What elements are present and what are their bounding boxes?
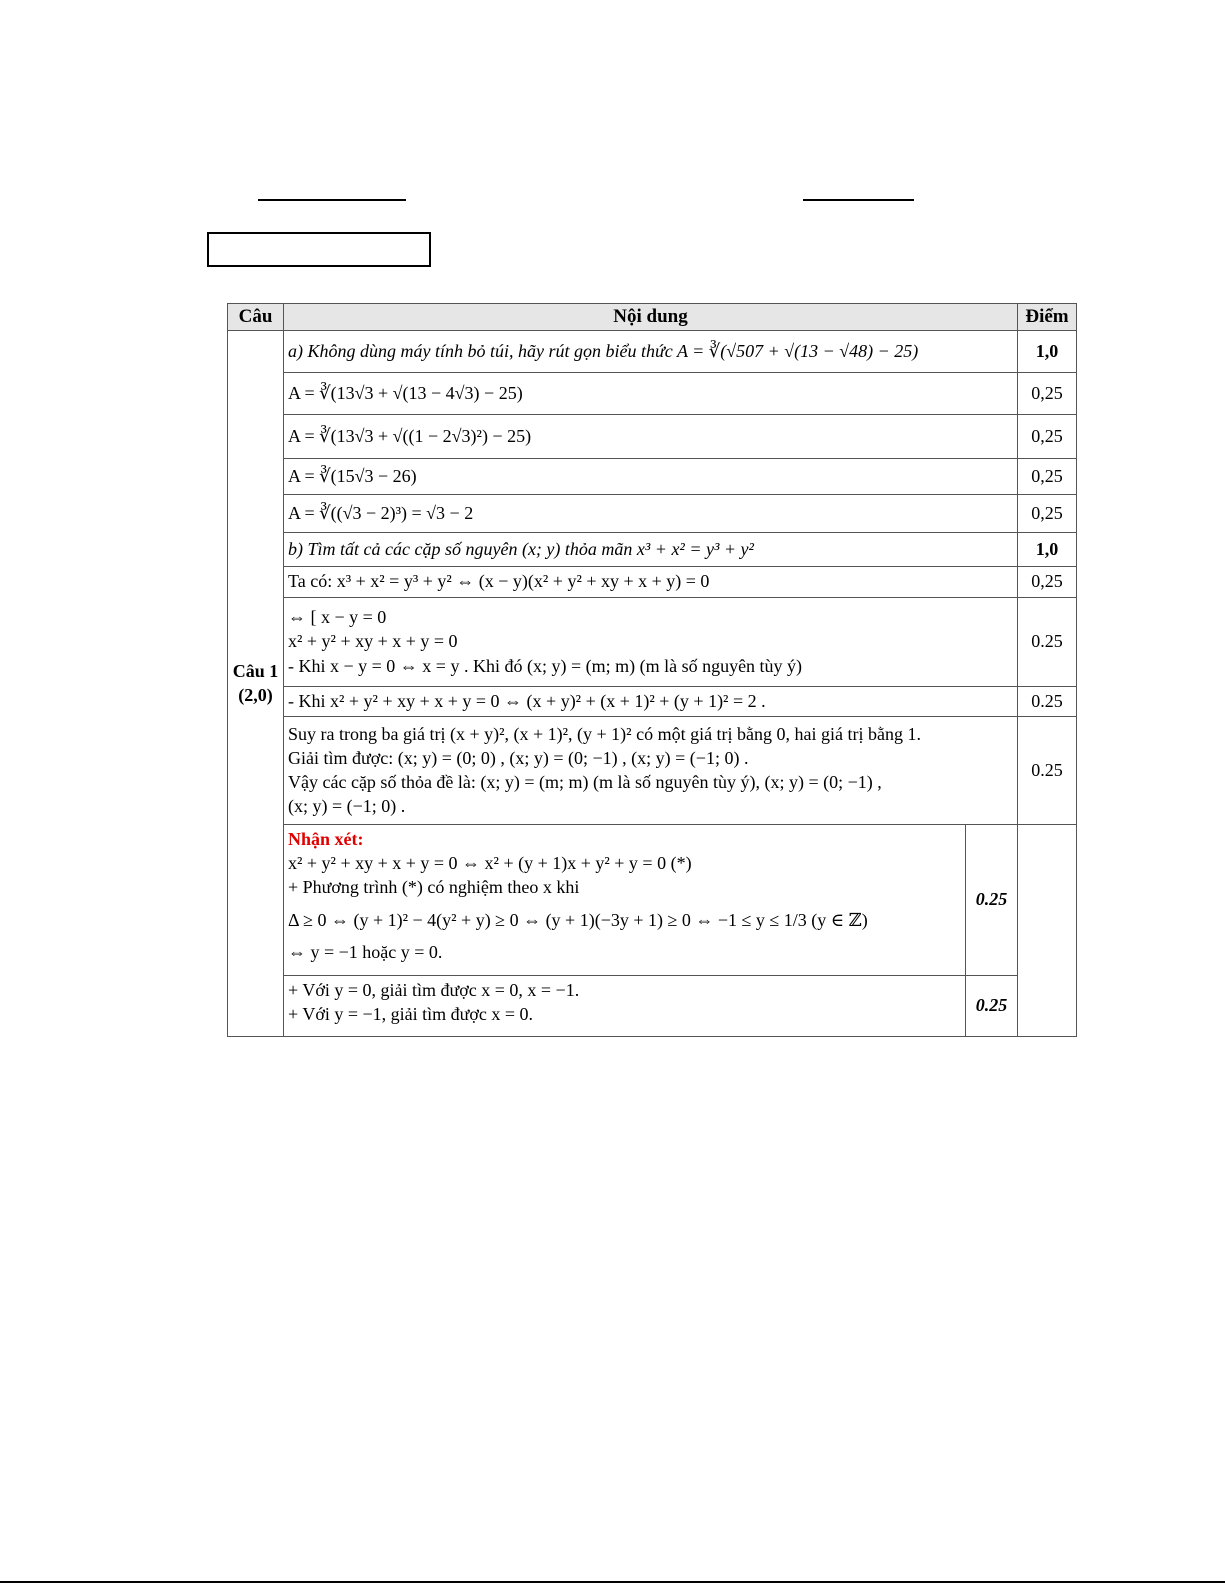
- row-content: A = ∛(13√3 + √(13 − 4√3) − 25): [284, 372, 1018, 414]
- content-line: Giải tìm được: (x; y) = (0; 0) , (x; y) = (0; −1) , (x; y) = (−1; 0) .: [288, 747, 749, 768]
- row-points: 0,25: [1018, 372, 1077, 414]
- content-line: Suy ra trong ba giá trị (x + y)², (x + 1)², (y + 1)² có một giá trị bằng 0, hai giá trị bằng 1.: [288, 723, 922, 744]
- table-row: [228, 566, 1077, 597]
- content-line: - Khi x − y = 0 ⇔ x = y . Khi đó (x; y) = (m; m) (m là số nguyên tùy ý): [288, 655, 803, 676]
- table-row: [228, 330, 1077, 372]
- table-row: [228, 716, 1077, 824]
- row-points: 1,0: [1018, 532, 1077, 566]
- row-content: A = ∛(15√3 − 26): [284, 458, 1018, 494]
- content-line: Vậy các cặp số thỏa đề là: (x; y) = (m; m) (m là số nguyên tùy ý), (x; y) = (0; −1) ,: [288, 772, 882, 793]
- remark-points-empty: [1018, 824, 1077, 1036]
- remark-part1-points: 0.25: [965, 825, 1017, 975]
- content-line: x² + y² + xy + x + y = 0 ⇔ x² + (y + 1)x + y² + y = 0 (*): [288, 852, 692, 873]
- table-row: [228, 458, 1077, 494]
- question-label: Câu 1: [232, 660, 279, 681]
- content-line: x² + y² + xy + x + y = 0: [288, 631, 458, 652]
- remark-row: [228, 975, 1077, 1036]
- remark-part2: [284, 976, 1017, 1036]
- remark-row: [228, 824, 1077, 975]
- row-content: [284, 716, 1018, 824]
- row-content: - Khi x² + y² + xy + x + y = 0 ⇔ (x + y)² + (x + 1)² + (y + 1)² = 2 .: [284, 686, 1018, 716]
- content-line: (x; y) = (−1; 0) .: [288, 796, 406, 817]
- remark-content: [284, 975, 1018, 1036]
- row-content: a) Không dùng máy tính bỏ túi, hãy rút gọn biểu thức A = ∛(√507 + √(13 − √48) − 25): [284, 330, 1018, 372]
- row-points: 0.25: [1018, 686, 1077, 716]
- table-header-row: [228, 304, 1077, 331]
- table-row: [228, 597, 1077, 686]
- content-line: ⇔ [ x − y = 0: [288, 607, 387, 628]
- header-points: Điểm: [1018, 304, 1077, 331]
- page-bottom-rule: [0, 1581, 1225, 1583]
- row-points: 0,25: [1018, 458, 1077, 494]
- content-line: + Với y = 0, giải tìm được x = 0, x = −1.: [288, 979, 580, 1000]
- remark-content: [284, 824, 1018, 975]
- row-points: 0,25: [1018, 414, 1077, 458]
- table-row: [228, 532, 1077, 566]
- table-row: [228, 494, 1077, 532]
- exam-code-box: [207, 232, 431, 267]
- content-line: Δ ≥ 0 ⇔ (y + 1)² − 4(y² + y) ≥ 0 ⇔ (y + 1)(−3y + 1) ≥ 0 ⇔ −1 ≤ y ≤ 1/3 (y ∈ ℤ): [288, 909, 868, 930]
- row-points: 0,25: [1018, 566, 1077, 597]
- question-total: (2,0): [238, 685, 273, 706]
- content-line: ⇔ y = −1 hoặc y = 0.: [288, 941, 443, 962]
- header-content: Nội dung: [284, 304, 1018, 331]
- question-cell: [228, 330, 284, 1036]
- table-row: [228, 414, 1077, 458]
- remark-part2-points: 0.25: [965, 976, 1017, 1036]
- content-line: + Phương trình (*) có nghiệm theo x khi: [288, 877, 580, 898]
- row-points: 1,0: [1018, 330, 1077, 372]
- header-underline-left: [258, 199, 406, 201]
- content-line: + Với y = −1, giải tìm được x = 0.: [288, 1003, 534, 1024]
- row-content: A = ∛((√3 − 2)³) = √3 − 2: [284, 494, 1018, 532]
- remark-part1: [284, 825, 1017, 975]
- table-row: [228, 372, 1077, 414]
- row-points: 0,25: [1018, 494, 1077, 532]
- header-cau: Câu: [228, 304, 284, 331]
- row-points: 0.25: [1018, 597, 1077, 686]
- table-row: [228, 686, 1077, 716]
- row-content: b) Tìm tất cả các cặp số nguyên (x; y) thỏa mãn x³ + x² = y³ + y²: [284, 532, 1018, 566]
- remark-title: Nhận xét:: [288, 828, 364, 849]
- header-underline-right: [803, 199, 914, 201]
- row-content: A = ∛(13√3 + √((1 − 2√3)²) − 25): [284, 414, 1018, 458]
- row-content: [284, 597, 1018, 686]
- grading-table: [227, 303, 1077, 1037]
- row-points: 0.25: [1018, 716, 1077, 824]
- row-content: Ta có: x³ + x² = y³ + y² ⇔ (x − y)(x² + y² + xy + x + y) = 0: [284, 566, 1018, 597]
